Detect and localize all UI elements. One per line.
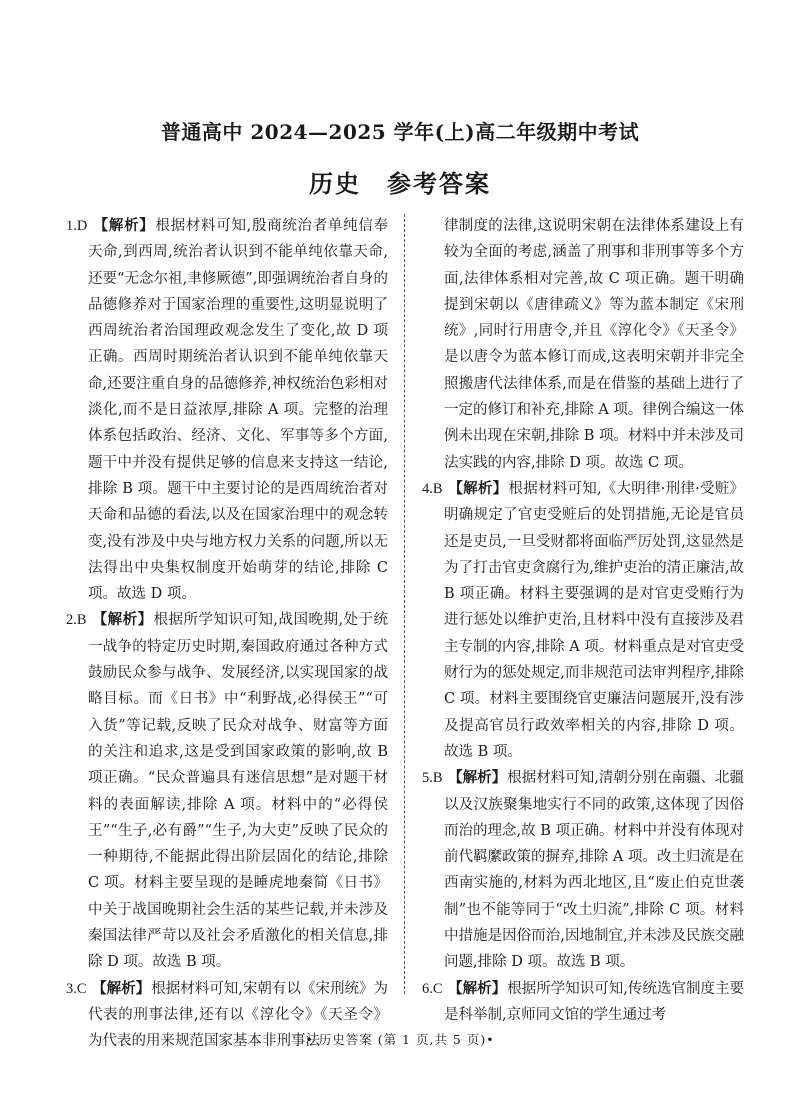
answer-number: 6.C [422, 980, 443, 997]
answer-key-title [0, 164, 800, 199]
page-footer: • 历史答案 (第 1 页,共 5 页)• [305, 1032, 495, 1047]
answer-item-2 [66, 607, 388, 975]
answer-item-4 [422, 476, 744, 765]
subject-label: 历史 [309, 169, 361, 198]
answer-number: 5.B [422, 770, 443, 787]
analysis-tag: 【解析】 [93, 217, 155, 234]
left-column [66, 213, 388, 1055]
analysis-tag: 【解析】 [448, 479, 508, 497]
answer-number: 3.C [66, 980, 87, 997]
answer-item-6 [422, 976, 744, 1029]
answer-number: 1.D [66, 218, 88, 234]
doc-type-label: 参考答案 [387, 169, 491, 198]
answer-item-3-continued: 律制度的法律,这说明宋朝在法律体系建设上有较为全面的考虑,涵盖了刑事和非刑事等多个方面,法律体系相对完善,故 C 项正确。题干明确提到宋朝以《唐律疏义》等为蓝本制定《宋刑统》,同时行用唐令,并且《淳化令》《天圣令》是以唐令为蓝本修订而成,这表明宋朝并非完全照搬唐代法律体系,而是在借鉴的基础上进行了一定的修订和补充,排除 A 项。律例合编这一体例未出现在宋朝,排除 B 项。材料中并未涉及司法实践的内容,排除 D 项。故选 C 项。 [444, 218, 744, 471]
answer-number: 2.B [66, 612, 87, 629]
analysis-tag: 【解析】 [448, 769, 507, 787]
analysis-tag: 【解析】 [92, 979, 151, 997]
analysis-tag: 【解析】 [92, 611, 153, 629]
answer-text: 根据所学知识可知,战国晚期,处于统一战争的特定历史时期,秦国政府通过各种方式鼓励民众参与战争、发展经济,以实现国家的战略目标。而《日书》中“利野战,必得侯王”“可入货”等记载,反映了民众对战争、财富等方面的关注和追求,这是受到国家政策的影响,故 B 项正确。“民众普遍具有迷信思想”是对题干材料的表面解读,排除 A 项。材料中的“必得侯王”“生子,必有爵”“生子,为大吏”反映了民众的一种期待,不能据此得出阶层固化的结论,排除 C 项。材料主要呈现的是睡虎地秦简《日书》中关于战国晚期社会生活的某些记载,并未涉及秦国法律严苛以及社会矛盾激化的相关信息,排除 D 项。故选 B 项。 [88, 612, 389, 971]
answer-text: 根据材料可知,清朝分别在南疆、北疆以及汉族聚集地实行不同的政策,这体现了因俗而治的理念,故 B 项正确。材料中并没有体现对前代羁縻政策的摒弃,排除 A 项。改土归流是在西南实施的,材料为西北地区,且“废止伯克世袭制”也不能等同于“改土归流”,排除 C 项。材料中措施是因俗而治,因地制宜,并未涉及民族交融问题,排除 D 项。故选 B 项。 [444, 770, 745, 971]
answer-number: 4.B [422, 480, 443, 497]
answer-text: 根据材料可知,殷商统治者单纯信奉天命,到西周,统治者认识到不能单纯依靠天命,还要“无念尔祖,聿修厥德”,即强调统治者自身的品德修养对于国家治理的重要性,这明显说明了西周统治者治国理政观念发生了变化,故 D 项正确。西周时期统治者认识到不能单纯依靠天命,还要注重自身的品德修养,神权统治色彩相对淡化,而不是日益浓厚,排除 A 项。完整的治理体系包括政治、经济、文化、军事等多个方面,题干中并没有提供足够的信息来支持这一结论,排除 B 项。题干中主要讨论的是西周统治者对天命和品德的看法,以及在国家治理中的观念转变,没有涉及中央与地方权力关系的问题,所以无法得出中央集权制度开始萌芽的结论,排除 C 项。故选 D 项。 [88, 218, 389, 603]
answer-item-1 [66, 213, 388, 607]
exam-title: 普通高中 2024—2025 学年(上)高二年级期中考试 [160, 120, 640, 144]
answer-item-5 [422, 765, 744, 975]
right-column [422, 213, 744, 1028]
answer-text: 根据所学知识可知,传统选官制度主要是科举制,京师同文馆的学生通过考 [444, 980, 745, 1023]
answer-text: 根据材料可知,《大明律·刑律·受赃》明确规定了官吏受赃后的处罚措施,无论是官员还是吏员,一旦受财都将面临严厉处罚,这显然是为了打击官吏贪腐行为,维护吏治的清正廉洁,故 B 项正确。材料主要强调的是对官吏受贿行为进行惩处以维护吏治,且材料中没有直接涉及君主专制的内容,排除 A 项。材料重点是对官吏受财行为的惩处规定,而非规范司法审判程序,排除 C 项。材料主要围绕官吏廉洁问题展开,没有涉及提高官员行政效率相关的内容,排除 D 项。故选 B 项。 [444, 480, 745, 760]
analysis-tag: 【解析】 [448, 979, 507, 997]
column-divider [404, 214, 405, 994]
answer-text: 根据材料可知,宋朝有以《宋刑统》为代表的刑事法律,还有以《淳化令》《天圣令》为代表的用来规范国家基本非刑事法 [88, 980, 389, 1050]
